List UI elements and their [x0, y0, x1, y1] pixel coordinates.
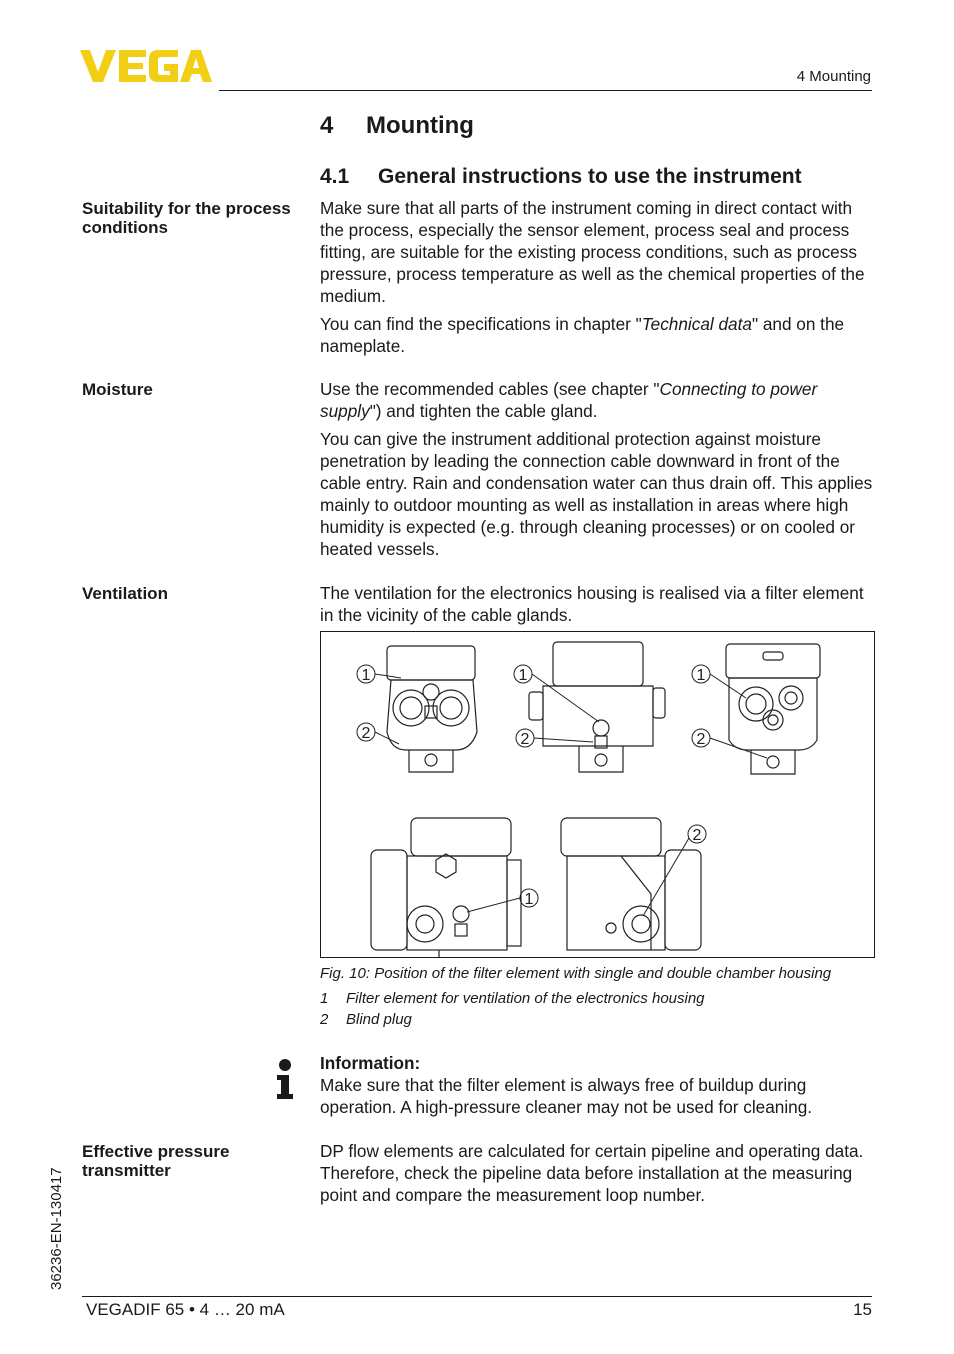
svg-text:2: 2	[520, 731, 530, 748]
callout-labels	[362, 667, 706, 908]
ventilation-text	[320, 582, 876, 626]
suitability-paragraph-2: You can find the specifications in chapter "Technical data" and on the nameplate.	[320, 314, 845, 356]
svg-text:2: 2	[361, 725, 371, 742]
chapter-title: Mounting	[366, 112, 474, 139]
header-rule	[219, 90, 872, 91]
information-text: Make sure that the filter element is always free of buildup during operation. A high-pressure cleaner may not be used for cleaning.	[320, 1075, 813, 1117]
pressure-label: Effective pressure transmitter	[82, 1142, 230, 1180]
suitability-text	[320, 197, 876, 357]
housing-single-aluminium-front	[529, 642, 665, 772]
page-number: 15	[853, 1300, 872, 1319]
svg-text:1: 1	[361, 667, 371, 684]
moisture-label: Moisture	[82, 380, 153, 399]
suitability-label: Suitability for the process conditions	[82, 199, 291, 237]
information-title: Information:	[320, 1053, 421, 1073]
figure-caption: Fig. 10: Position of the filter element with single and double chamber housing	[320, 965, 832, 982]
footer-product: VEGADIF 65 • 4 … 20 mA	[86, 1300, 285, 1319]
legend-item: 2 Blind plug	[320, 1011, 412, 1028]
document-number: 36236-EN-130417	[48, 1167, 65, 1290]
section-number: 4.1	[320, 165, 350, 188]
chapter-heading	[320, 112, 474, 140]
ventilation-paragraph: The ventilation for the electronics housing is realised via a filter element in the vicinity of the cable glands.	[320, 583, 864, 625]
svg-text:2: 2	[692, 827, 702, 844]
vega-logo	[80, 48, 212, 84]
moisture-paragraph-2: You can give the instrument additional protection against moisture penetration by leading the connection cable downward in front of the cable entry. Rain and condensation water can thus drain off. This applies mainly to outdoor mounting as well as installation in areas where high humidity is expected (e.g. through cleaning processes) or on cooled or heated vessels.	[320, 429, 873, 559]
running-header: 4 Mounting	[796, 68, 871, 85]
moisture-text	[320, 378, 876, 560]
svg-text:2: 2	[696, 731, 706, 748]
section-title: General instructions to use the instrument	[378, 165, 802, 188]
moisture-paragraph-1: Use the recommended cables (see chapter "Connecting to power supply") and tighten the cable gland.	[320, 379, 818, 421]
footer-rule	[82, 1296, 872, 1297]
information-note	[320, 1052, 876, 1118]
housing-double-left	[371, 818, 521, 957]
legend-item: 1 Filter element for ventilation of the electronics housing	[320, 990, 705, 1007]
housing-double-right	[561, 818, 701, 950]
pressure-text	[320, 1140, 876, 1206]
info-icon	[272, 1058, 298, 1100]
housing-single-plastic-front	[387, 646, 477, 772]
svg-text:1: 1	[518, 667, 528, 684]
pressure-paragraph: DP flow elements are calculated for certain pipeline and operating data. Therefore, check the pipeline data before installation at the measuring point and compare the measurement loop number.	[320, 1141, 864, 1205]
svg-text:1: 1	[524, 891, 534, 908]
housing-stainless-front	[726, 644, 820, 774]
filter-element-figure	[320, 631, 875, 958]
chapter-number: 4	[320, 112, 334, 139]
svg-text:1: 1	[696, 667, 706, 684]
suitability-paragraph-1: Make sure that all parts of the instrument coming in direct contact with the process, especially the sensor element, process seal and process fitting, are suitable for the existing process conditions, such as process pressure, process temperature as well as the chemical properties of the medium.	[320, 198, 865, 306]
figure-callouts	[357, 665, 767, 916]
section-heading	[320, 165, 802, 189]
ventilation-label: Ventilation	[82, 584, 168, 603]
housing-drawings	[321, 632, 874, 957]
